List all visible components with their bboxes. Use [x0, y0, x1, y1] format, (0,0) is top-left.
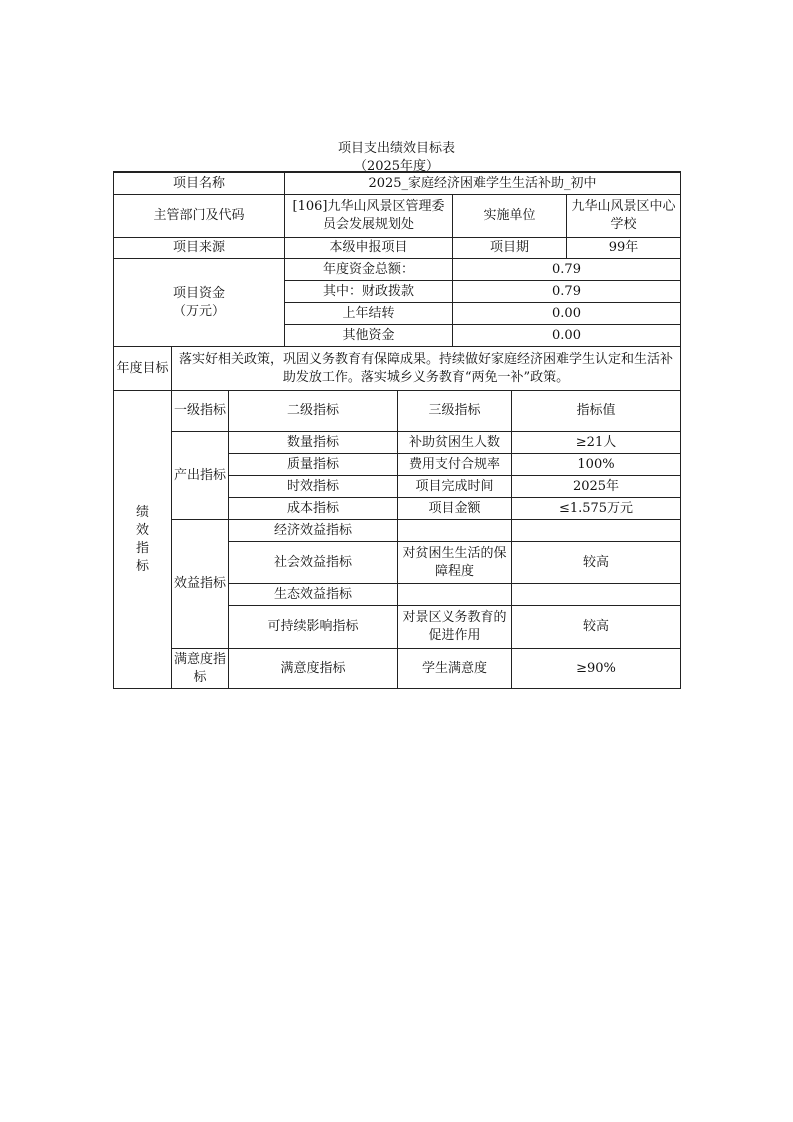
header-level1: 一级指标 — [172, 391, 229, 432]
table-row — [114, 195, 681, 238]
annual-goal-label: 年度目标 — [114, 347, 172, 391]
output-indicator-label: 产出指标 — [172, 432, 229, 520]
output-level2: 质量指标 — [229, 454, 398, 476]
benefit-level2: 生态效益指标 — [229, 584, 398, 606]
output-value: ≥21人 — [512, 432, 681, 454]
benefit-value — [512, 520, 681, 542]
table-row — [114, 649, 681, 689]
performance-label-text: 绩效指标 — [136, 504, 150, 574]
output-level2: 数量指标 — [229, 432, 398, 454]
output-level2: 成本指标 — [229, 498, 398, 520]
table-row — [114, 173, 681, 195]
output-level3: 费用支付合规率 — [398, 454, 512, 476]
period-value: 99年 — [567, 238, 681, 259]
output-value: 100% — [512, 454, 681, 476]
fund-total-label: 年度资金总额： — [285, 259, 453, 281]
fund-other-value: 0.00 — [453, 325, 681, 347]
funds-label — [114, 259, 285, 347]
header-value: 指标值 — [512, 391, 681, 432]
fund-total-value: 0.79 — [453, 259, 681, 281]
fund-carryover-value: 0.00 — [453, 303, 681, 325]
table-row — [114, 347, 681, 391]
dept-value: [106]九华山风景区管理委员会发展规划处 — [285, 195, 453, 238]
benefit-level3: 对景区义务教育的促进作用 — [398, 606, 512, 649]
source-value: 本级申报项目 — [285, 238, 453, 259]
table-row — [114, 259, 681, 281]
funds-label-text: 项目资金 — [172, 285, 225, 301]
fund-fiscal-value: 0.79 — [453, 281, 681, 303]
project-name-value: 2025_家庭经济困难学生生活补助_初中 — [285, 173, 681, 195]
benefit-value — [512, 584, 681, 606]
fund-other-label: 其他资金 — [285, 325, 453, 347]
benefit-level3: 对贫困生生活的保障程度 — [398, 542, 512, 584]
benefit-value: 较高 — [512, 542, 681, 584]
output-level3: 补助贫困生人数 — [398, 432, 512, 454]
output-value: ≤1.575万元 — [512, 498, 681, 520]
benefit-level2: 经济效益指标 — [229, 520, 398, 542]
table-row — [114, 432, 681, 454]
funds-unit: （万元） — [172, 303, 225, 319]
impl-unit-value: 九华山风景区中心学校 — [567, 195, 681, 238]
satisfaction-level2: 满意度指标 — [229, 649, 398, 689]
table-row — [114, 391, 681, 432]
output-level3: 项目金额 — [398, 498, 512, 520]
dept-label: 主管部门及代码 — [114, 195, 285, 238]
table-year: （2025年度） — [353, 159, 440, 174]
period-label: 项目期 — [453, 238, 567, 259]
benefit-level3 — [398, 520, 512, 542]
table-title: 项目支出绩效目标表 — [337, 141, 455, 156]
satisfaction-level3: 学生满意度 — [398, 649, 512, 689]
benefit-level2: 社会效益指标 — [229, 542, 398, 584]
output-level2: 时效指标 — [229, 476, 398, 498]
output-level3: 项目完成时间 — [398, 476, 512, 498]
fund-fiscal-label: 其中：财政拨款 — [285, 281, 453, 303]
header-level2: 二级指标 — [229, 391, 398, 432]
benefit-indicator-label: 效益指标 — [172, 520, 229, 649]
table-row — [114, 238, 681, 259]
table-row — [114, 520, 681, 542]
performance-label — [114, 391, 172, 689]
benefit-level2: 可持续影响指标 — [229, 606, 398, 649]
project-name-label: 项目名称 — [114, 173, 285, 195]
benefit-level3 — [398, 584, 512, 606]
satisfaction-indicator-label: 满意度指标 — [172, 649, 229, 689]
fund-carryover-label: 上年结转 — [285, 303, 453, 325]
source-label: 项目来源 — [114, 238, 285, 259]
impl-unit-label: 实施单位 — [453, 195, 567, 238]
satisfaction-value: ≥90% — [512, 649, 681, 689]
output-value: 2025年 — [512, 476, 681, 498]
header-level3: 三级指标 — [398, 391, 512, 432]
benefit-value: 较高 — [512, 606, 681, 649]
annual-goal-text: 落实好相关政策，巩固义务教育有保障成果。持续做好家庭经济困难学生认定和生活补助发放工作。落实城乡义务教育“两免一补”政策。 — [172, 347, 681, 391]
performance-target-table — [113, 171, 681, 689]
